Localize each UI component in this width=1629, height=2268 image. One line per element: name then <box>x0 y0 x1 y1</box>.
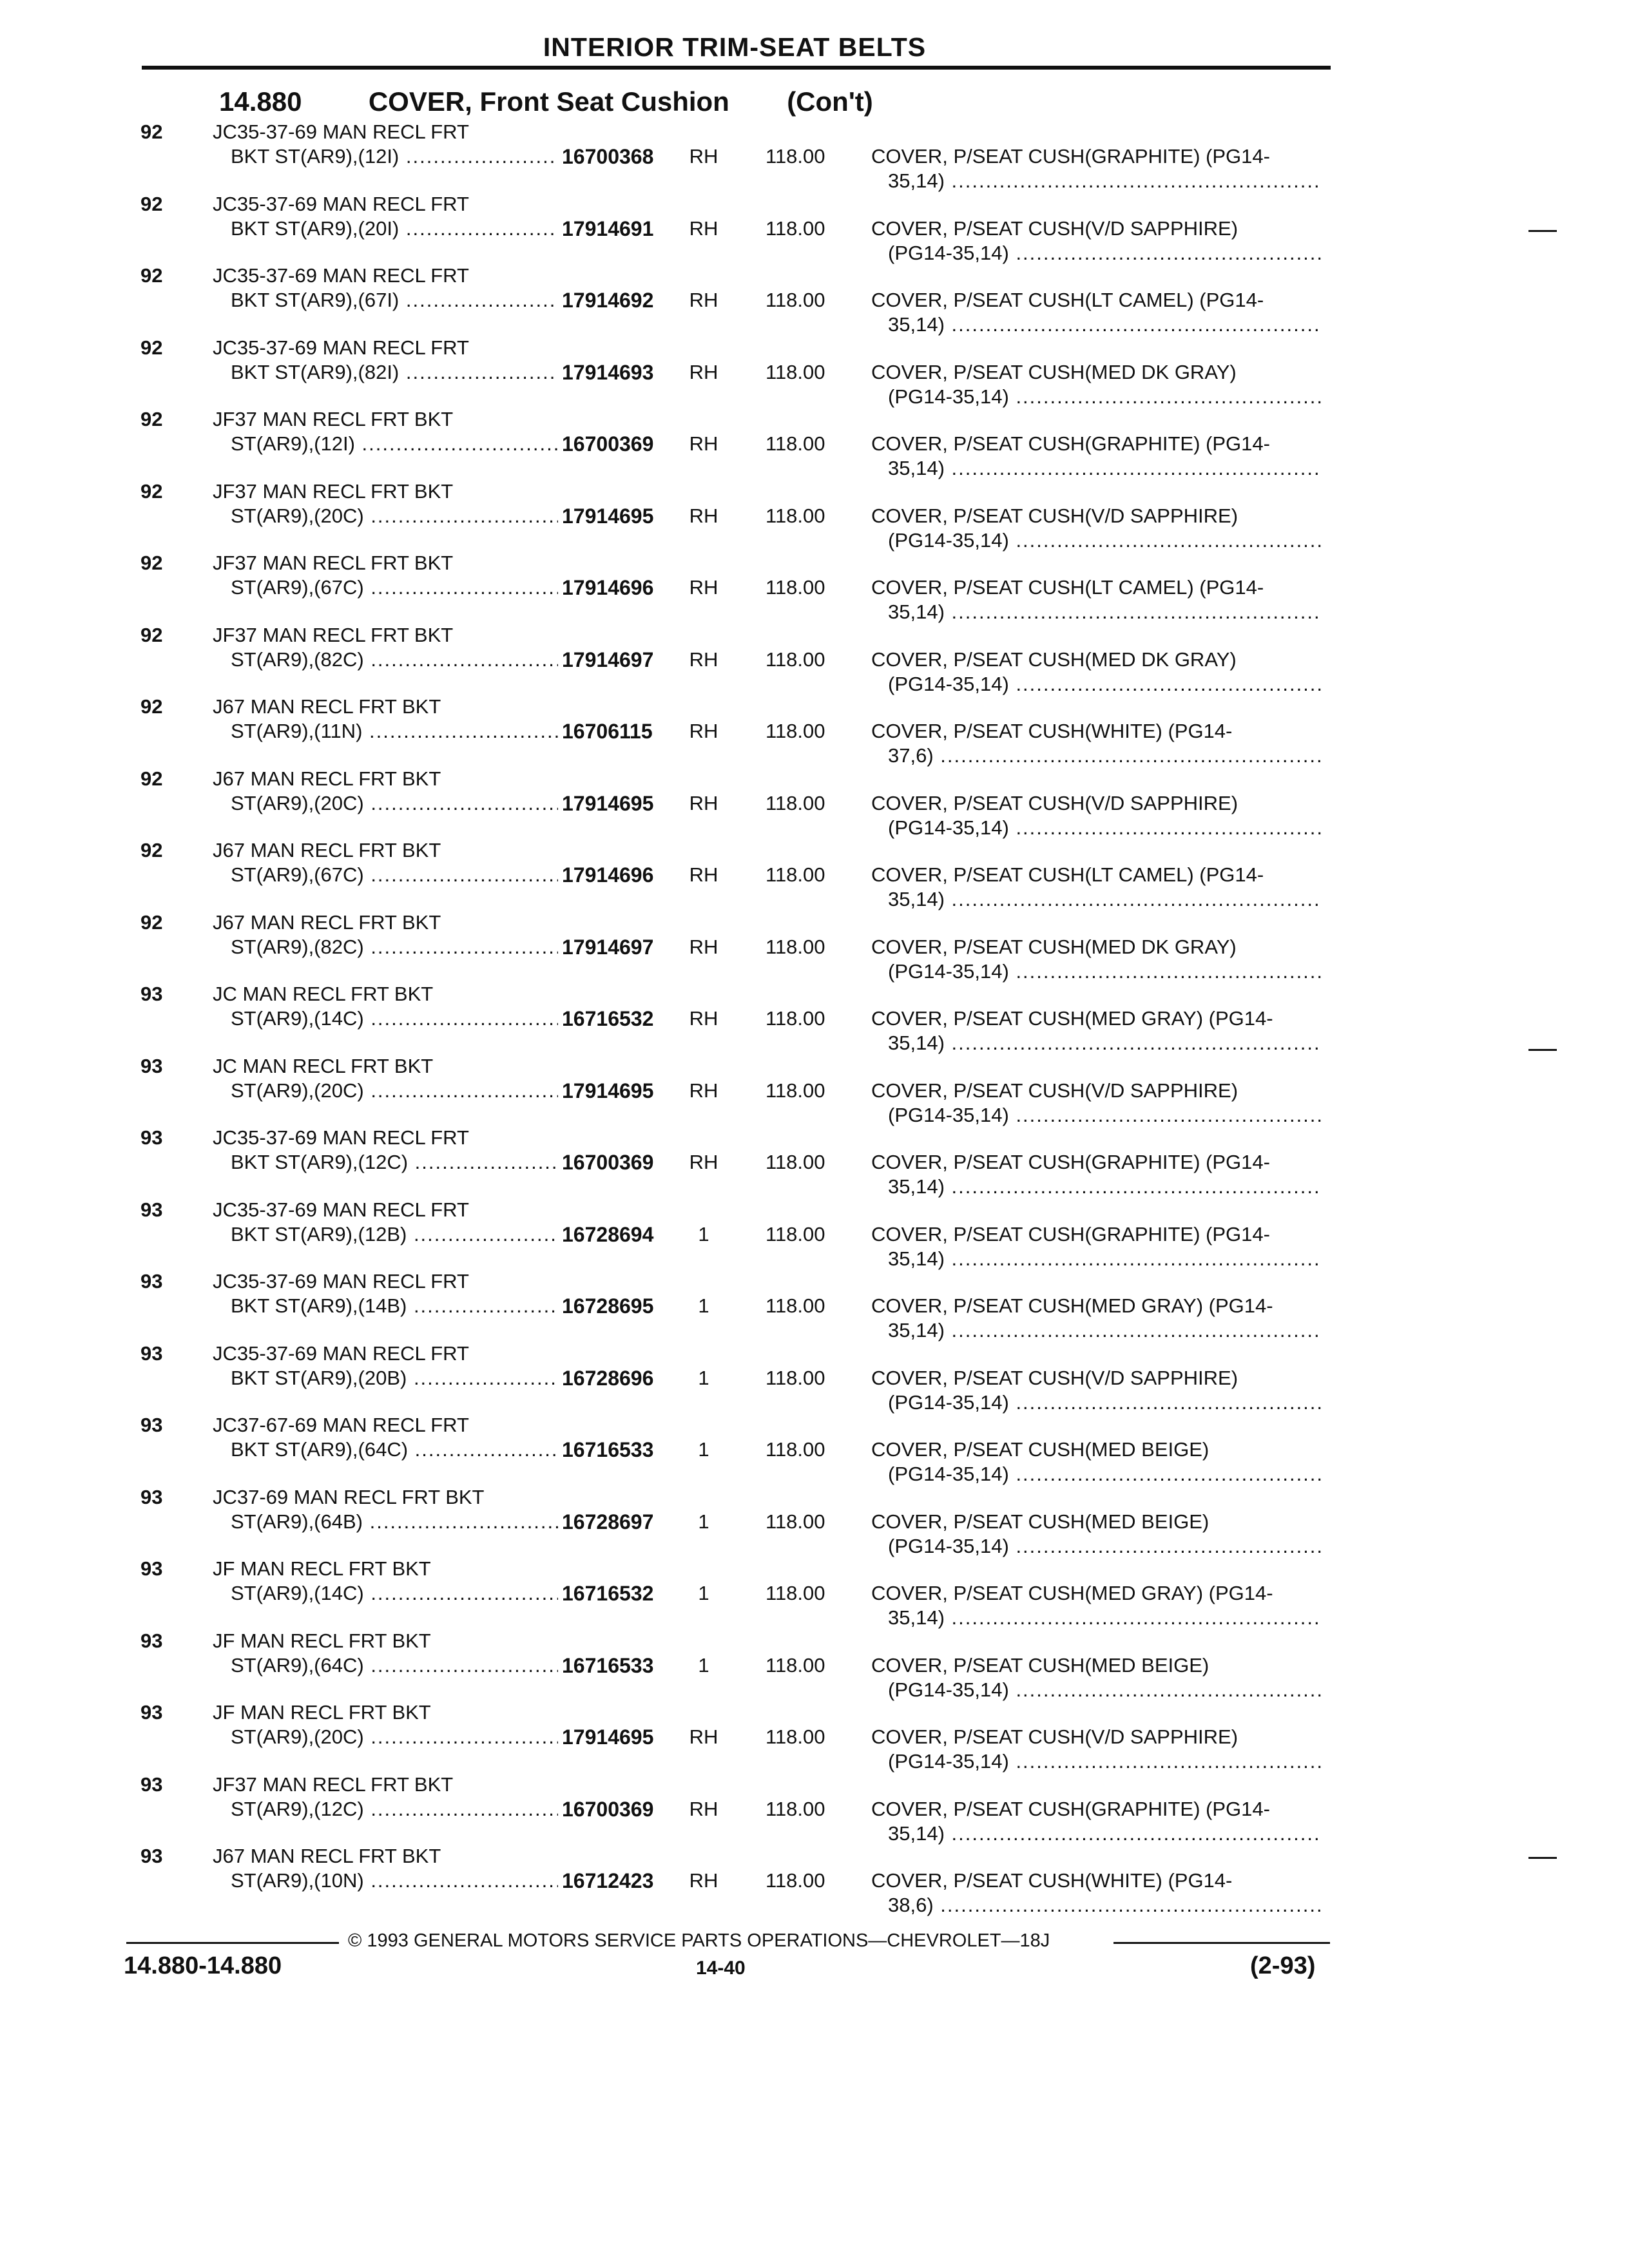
model-application: JC35-37-69 MAN RECL FRT <box>213 120 469 143</box>
quantity: RH <box>689 360 718 383</box>
cover-page-ref: 35,14) ..... <box>888 600 1321 624</box>
model-application: JC37-67-69 MAN RECL FRT <box>213 1414 469 1436</box>
quantity: RH <box>689 720 718 742</box>
quantity: RH <box>689 1007 718 1030</box>
cover-description: COVER, P/SEAT CUSH(MED DK GRAY) <box>871 360 1237 383</box>
ref-number: 92 <box>140 408 163 430</box>
price: 118.00 <box>766 863 825 886</box>
model-application: J67 MAN RECL FRT BKT <box>213 1845 441 1867</box>
price: 118.00 <box>766 648 825 671</box>
part-number: 16700369 <box>562 1151 654 1174</box>
price: 118.00 <box>766 1438 825 1461</box>
cover-page-ref: (PG14-35,14) ..... <box>888 672 1321 697</box>
cover-description: COVER, P/SEAT CUSH(LT CAMEL) (PG14- <box>871 289 1264 311</box>
footer-range: 14.880-14.880 <box>124 1952 282 1979</box>
price: 118.00 <box>766 1725 825 1748</box>
margin-mark <box>1528 1049 1557 1051</box>
section-number: 14.880 <box>219 86 302 117</box>
cover-page-ref: 35,14) ..... <box>888 1606 1321 1630</box>
price: 118.00 <box>766 1007 825 1030</box>
list-item <box>0 1198 1629 1270</box>
part-number: 17914697 <box>562 648 654 671</box>
part-number: 16716533 <box>562 1653 654 1677</box>
quantity: RH <box>689 1079 718 1102</box>
list-item <box>0 407 1629 479</box>
model-application: J67 MAN RECL FRT BKT <box>213 767 441 790</box>
seat-description: ST(AR9),(20C) ..... <box>231 791 558 816</box>
part-number: 16716533 <box>562 1438 654 1461</box>
ref-number: 93 <box>140 983 163 1005</box>
cover-description: COVER, P/SEAT CUSH(MED DK GRAY) <box>871 935 1237 958</box>
seat-description: ST(AR9),(64B) ..... <box>231 1510 558 1534</box>
model-application: JC35-37-69 MAN RECL FRT <box>213 192 469 215</box>
quantity: 1 <box>698 1222 709 1245</box>
cover-description: COVER, P/SEAT CUSH(MED GRAY) (PG14- <box>871 1294 1273 1317</box>
model-application: JC37-69 MAN RECL FRT BKT <box>213 1485 485 1508</box>
seat-description: ST(AR9),(12I) ..... <box>231 432 558 456</box>
cover-description: COVER, P/SEAT CUSH(GRAPHITE) (PG14- <box>871 145 1270 168</box>
part-number: 17914696 <box>562 576 654 599</box>
part-number: 16728695 <box>562 1294 654 1318</box>
part-number: 17914695 <box>562 1725 654 1749</box>
price: 118.00 <box>766 1510 825 1533</box>
list-item <box>0 336 1629 408</box>
model-application: J67 MAN RECL FRT BKT <box>213 695 441 718</box>
cover-description: COVER, P/SEAT CUSH(V/D SAPPHIRE) <box>871 1079 1239 1102</box>
cover-description: COVER, P/SEAT CUSH(GRAPHITE) (PG14- <box>871 432 1270 455</box>
seat-description: BKT ST(AR9),(67I) ..... <box>231 288 558 312</box>
list-item <box>0 479 1629 552</box>
quantity: RH <box>689 432 718 455</box>
seat-description: ST(AR9),(67C) ..... <box>231 575 558 600</box>
cover-page-ref: 38,6) ..... <box>888 1893 1321 1917</box>
cover-page-ref: 35,14) ..... <box>888 169 1321 193</box>
footer-date-code: (2-93) <box>1250 1952 1316 1979</box>
part-number: 16716532 <box>562 1582 654 1605</box>
cover-description: COVER, P/SEAT CUSH(WHITE) (PG14- <box>871 720 1233 742</box>
part-number: 16700369 <box>562 432 654 456</box>
cover-page-ref: (PG14-35,14) ..... <box>888 385 1321 409</box>
model-application: J67 MAN RECL FRT BKT <box>213 839 441 861</box>
model-application: JF37 MAN RECL FRT BKT <box>213 552 454 574</box>
list-item <box>0 623 1629 695</box>
price: 118.00 <box>766 1869 825 1892</box>
ref-number: 93 <box>140 1341 163 1365</box>
list-item <box>0 192 1629 264</box>
page-header: INTERIOR TRIM-SEAT BELTS <box>543 32 927 62</box>
cover-page-ref: (PG14-35,14) ..... <box>888 1390 1321 1415</box>
cover-description: COVER, P/SEAT CUSH(GRAPHITE) (PG14- <box>871 1797 1270 1820</box>
model-application: JC35-37-69 MAN RECL FRT <box>213 336 469 359</box>
price: 118.00 <box>766 1151 825 1173</box>
cover-description: COVER, P/SEAT CUSH(MED GRAY) (PG14- <box>871 1582 1273 1604</box>
seat-description: BKT ST(AR9),(82I) ..... <box>231 360 558 385</box>
list-item <box>0 1557 1629 1629</box>
quantity: 1 <box>698 1438 709 1461</box>
parts-list <box>0 120 1629 1916</box>
cover-description: COVER, P/SEAT CUSH(V/D SAPPHIRE) <box>871 1366 1239 1389</box>
seat-description: ST(AR9),(11N) ..... <box>231 719 558 744</box>
ref-number: 92 <box>140 695 163 718</box>
seat-description: ST(AR9),(67C) ..... <box>231 863 558 887</box>
ref-number: 93 <box>140 1054 163 1077</box>
model-application: JC MAN RECL FRT BKT <box>213 1054 434 1077</box>
list-item <box>0 695 1629 767</box>
cover-page-ref: 35,14) ..... <box>888 1318 1321 1343</box>
quantity: RH <box>689 216 718 240</box>
seat-description: ST(AR9),(82C) ..... <box>231 648 558 672</box>
cover-description: COVER, P/SEAT CUSH(MED GRAY) (PG14- <box>871 1007 1273 1030</box>
model-application: JF MAN RECL FRT BKT <box>213 1701 431 1724</box>
quantity: RH <box>689 1797 718 1820</box>
cover-page-ref: 35,14) ..... <box>888 1175 1321 1199</box>
price: 118.00 <box>766 360 825 383</box>
ref-number: 93 <box>140 1845 163 1867</box>
part-number: 17914695 <box>562 504 654 528</box>
cover-description: COVER, P/SEAT CUSH(GRAPHITE) (PG14- <box>871 1222 1270 1245</box>
list-item <box>0 551 1629 623</box>
part-number: 16716532 <box>562 1007 654 1030</box>
part-number: 16712423 <box>562 1869 654 1892</box>
ref-number: 92 <box>140 839 163 861</box>
ref-number: 93 <box>140 1126 163 1149</box>
quantity: RH <box>689 145 718 168</box>
part-number: 17914697 <box>562 935 654 959</box>
model-application: JC MAN RECL FRT BKT <box>213 983 434 1005</box>
price: 118.00 <box>766 720 825 742</box>
ref-number: 93 <box>140 1414 163 1436</box>
list-item <box>0 1341 1629 1414</box>
ref-number: 93 <box>140 1557 163 1580</box>
list-item <box>0 910 1629 983</box>
part-number: 16706115 <box>562 720 653 743</box>
price: 118.00 <box>766 1222 825 1245</box>
seat-description: BKT ST(AR9),(20B) ..... <box>231 1366 558 1390</box>
cover-page-ref: 35,14) ..... <box>888 1247 1321 1271</box>
part-number: 17914695 <box>562 1079 654 1102</box>
seat-description: ST(AR9),(20C) ..... <box>231 504 558 528</box>
model-application: JC35-37-69 MAN RECL FRT <box>213 1126 469 1149</box>
cover-page-ref: 35,14) ..... <box>888 312 1321 337</box>
model-application: JC35-37-69 MAN RECL FRT <box>213 1198 469 1221</box>
part-number: 17914693 <box>562 360 654 384</box>
part-number: 17914691 <box>562 216 654 240</box>
part-number: 16728694 <box>562 1222 654 1246</box>
ref-number: 92 <box>140 264 163 287</box>
quantity: RH <box>689 1869 718 1892</box>
price: 118.00 <box>766 1582 825 1604</box>
part-number: 17914695 <box>562 791 654 815</box>
seat-description: BKT ST(AR9),(64C) ..... <box>231 1437 558 1462</box>
quantity: RH <box>689 1725 718 1748</box>
model-application: J67 MAN RECL FRT BKT <box>213 910 441 934</box>
ref-number: 92 <box>140 910 163 934</box>
cover-description: COVER, P/SEAT CUSH(LT CAMEL) (PG14- <box>871 576 1264 599</box>
cover-page-ref: (PG14-35,14) ..... <box>888 1462 1321 1486</box>
cover-page-ref: 35,14) ..... <box>888 887 1321 912</box>
list-item <box>0 120 1629 192</box>
seat-description: BKT ST(AR9),(14B) ..... <box>231 1294 558 1318</box>
cover-page-ref: (PG14-35,14) ..... <box>888 1749 1321 1774</box>
seat-description: BKT ST(AR9),(12B) ..... <box>231 1222 558 1247</box>
cover-description: COVER, P/SEAT CUSH(GRAPHITE) (PG14- <box>871 1151 1270 1173</box>
quantity: 1 <box>698 1653 709 1677</box>
list-item <box>0 982 1629 1054</box>
cover-description: COVER, P/SEAT CUSH(LT CAMEL) (PG14- <box>871 863 1264 886</box>
seat-description: ST(AR9),(64C) ..... <box>231 1653 558 1678</box>
model-application: JC35-37-69 MAN RECL FRT <box>213 264 469 287</box>
cover-page-ref: 35,14) ..... <box>888 1031 1321 1055</box>
cover-page-ref: 37,6) ..... <box>888 744 1321 768</box>
price: 118.00 <box>766 935 825 958</box>
cover-page-ref: (PG14-35,14) ..... <box>888 959 1321 984</box>
list-item <box>0 1773 1629 1845</box>
price: 118.00 <box>766 576 825 599</box>
seat-description: ST(AR9),(14C) ..... <box>231 1006 558 1031</box>
list-item <box>0 1413 1629 1485</box>
list-item <box>0 767 1629 839</box>
part-number: 16700369 <box>562 1797 654 1821</box>
quantity: 1 <box>698 1510 709 1533</box>
ref-number: 92 <box>140 336 163 359</box>
ref-number: 93 <box>140 1270 163 1293</box>
price: 118.00 <box>766 791 825 814</box>
ref-number: 92 <box>140 767 163 790</box>
list-item <box>0 1126 1629 1198</box>
model-application: JF37 MAN RECL FRT BKT <box>213 623 454 646</box>
list-item <box>0 1629 1629 1701</box>
price: 118.00 <box>766 432 825 455</box>
list-item <box>0 1054 1629 1126</box>
cover-page-ref: (PG14-35,14) ..... <box>888 1678 1321 1702</box>
model-application: JC35-37-69 MAN RECL FRT <box>213 1341 469 1365</box>
cover-description: COVER, P/SEAT CUSH(WHITE) (PG14- <box>871 1869 1233 1892</box>
quantity: 1 <box>698 1582 709 1604</box>
price: 118.00 <box>766 1079 825 1102</box>
list-item <box>0 1269 1629 1341</box>
price: 118.00 <box>766 1366 825 1389</box>
price: 118.00 <box>766 504 825 527</box>
ref-number: 93 <box>140 1773 163 1796</box>
seat-description: ST(AR9),(14C) ..... <box>231 1581 558 1606</box>
ref-number: 93 <box>140 1629 163 1652</box>
cover-description: COVER, P/SEAT CUSH(MED BEIGE) <box>871 1510 1210 1533</box>
model-application: JC35-37-69 MAN RECL FRT <box>213 1270 469 1293</box>
section-name: COVER, Front Seat Cushion <box>368 86 729 117</box>
footer-page-number: 14-40 <box>696 1957 746 1979</box>
model-application: JF37 MAN RECL FRT BKT <box>213 479 454 503</box>
seat-description: ST(AR9),(10N) ..... <box>231 1869 558 1893</box>
quantity: RH <box>689 791 718 814</box>
cover-page-ref: (PG14-35,14) ..... <box>888 528 1321 553</box>
cover-page-ref: (PG14-35,14) ..... <box>888 1103 1321 1128</box>
cover-description: COVER, P/SEAT CUSH(V/D SAPPHIRE) <box>871 1725 1239 1748</box>
list-item <box>0 1485 1629 1557</box>
seat-description: BKT ST(AR9),(20I) ..... <box>231 216 558 241</box>
footer-rule-right <box>1113 1942 1330 1944</box>
seat-description: ST(AR9),(82C) ..... <box>231 935 558 959</box>
quantity: RH <box>689 648 718 671</box>
margin-mark <box>1528 230 1557 232</box>
part-number: 16728697 <box>562 1510 654 1533</box>
model-application: JF MAN RECL FRT BKT <box>213 1629 431 1652</box>
ref-number: 93 <box>140 1485 163 1508</box>
part-number: 17914692 <box>562 289 654 312</box>
model-application: JF MAN RECL FRT BKT <box>213 1557 431 1580</box>
quantity: RH <box>689 1151 718 1173</box>
section-continued: (Con't) <box>787 86 873 117</box>
ref-number: 92 <box>140 192 163 215</box>
quantity: 1 <box>698 1294 709 1317</box>
list-item <box>0 838 1629 910</box>
header-rule <box>142 66 1331 70</box>
seat-description: ST(AR9),(20C) ..... <box>231 1725 558 1749</box>
price: 118.00 <box>766 145 825 168</box>
ref-number: 93 <box>140 1198 163 1221</box>
seat-description: BKT ST(AR9),(12I) ..... <box>231 144 558 169</box>
cover-description: COVER, P/SEAT CUSH(MED DK GRAY) <box>871 648 1237 671</box>
ref-number: 92 <box>140 120 163 143</box>
cover-page-ref: 35,14) ..... <box>888 1821 1321 1846</box>
list-item <box>0 1844 1629 1916</box>
cover-description: COVER, P/SEAT CUSH(MED BEIGE) <box>871 1653 1210 1677</box>
cover-description: COVER, P/SEAT CUSH(V/D SAPPHIRE) <box>871 216 1239 240</box>
cover-page-ref: 35,14) ..... <box>888 456 1321 481</box>
footer-rule-left <box>126 1942 339 1944</box>
cover-description: COVER, P/SEAT CUSH(V/D SAPPHIRE) <box>871 791 1239 814</box>
price: 118.00 <box>766 216 825 240</box>
margin-mark <box>1528 1857 1557 1859</box>
price: 118.00 <box>766 289 825 311</box>
seat-description: ST(AR9),(20C) ..... <box>231 1079 558 1103</box>
quantity: 1 <box>698 1366 709 1389</box>
quantity: RH <box>689 504 718 527</box>
part-number: 16728696 <box>562 1366 654 1390</box>
seat-description: BKT ST(AR9),(12C) ..... <box>231 1150 558 1175</box>
footer-copyright: © 1993 GENERAL MOTORS SERVICE PARTS OPERATIONS—CHEVROLET—18J <box>348 1930 1050 1951</box>
cover-page-ref: (PG14-35,14) ..... <box>888 1534 1321 1559</box>
list-item <box>0 264 1629 336</box>
quantity: RH <box>689 863 718 886</box>
quantity: RH <box>689 935 718 958</box>
price: 118.00 <box>766 1294 825 1317</box>
price: 118.00 <box>766 1653 825 1677</box>
ref-number: 92 <box>140 623 163 646</box>
section-title <box>219 86 873 117</box>
quantity: RH <box>689 576 718 599</box>
ref-number: 93 <box>140 1701 163 1724</box>
part-number: 17914696 <box>562 863 654 887</box>
list-item <box>0 1700 1629 1773</box>
ref-number: 92 <box>140 479 163 503</box>
seat-description: ST(AR9),(12C) ..... <box>231 1797 558 1821</box>
part-number: 16700368 <box>562 145 654 168</box>
cover-page-ref: (PG14-35,14) ..... <box>888 241 1321 265</box>
model-application: JF37 MAN RECL FRT BKT <box>213 408 454 430</box>
cover-page-ref: (PG14-35,14) ..... <box>888 816 1321 840</box>
cover-description: COVER, P/SEAT CUSH(MED BEIGE) <box>871 1438 1210 1461</box>
ref-number: 92 <box>140 552 163 574</box>
model-application: JF37 MAN RECL FRT BKT <box>213 1773 454 1796</box>
price: 118.00 <box>766 1797 825 1820</box>
cover-description: COVER, P/SEAT CUSH(V/D SAPPHIRE) <box>871 504 1239 527</box>
quantity: RH <box>689 289 718 311</box>
